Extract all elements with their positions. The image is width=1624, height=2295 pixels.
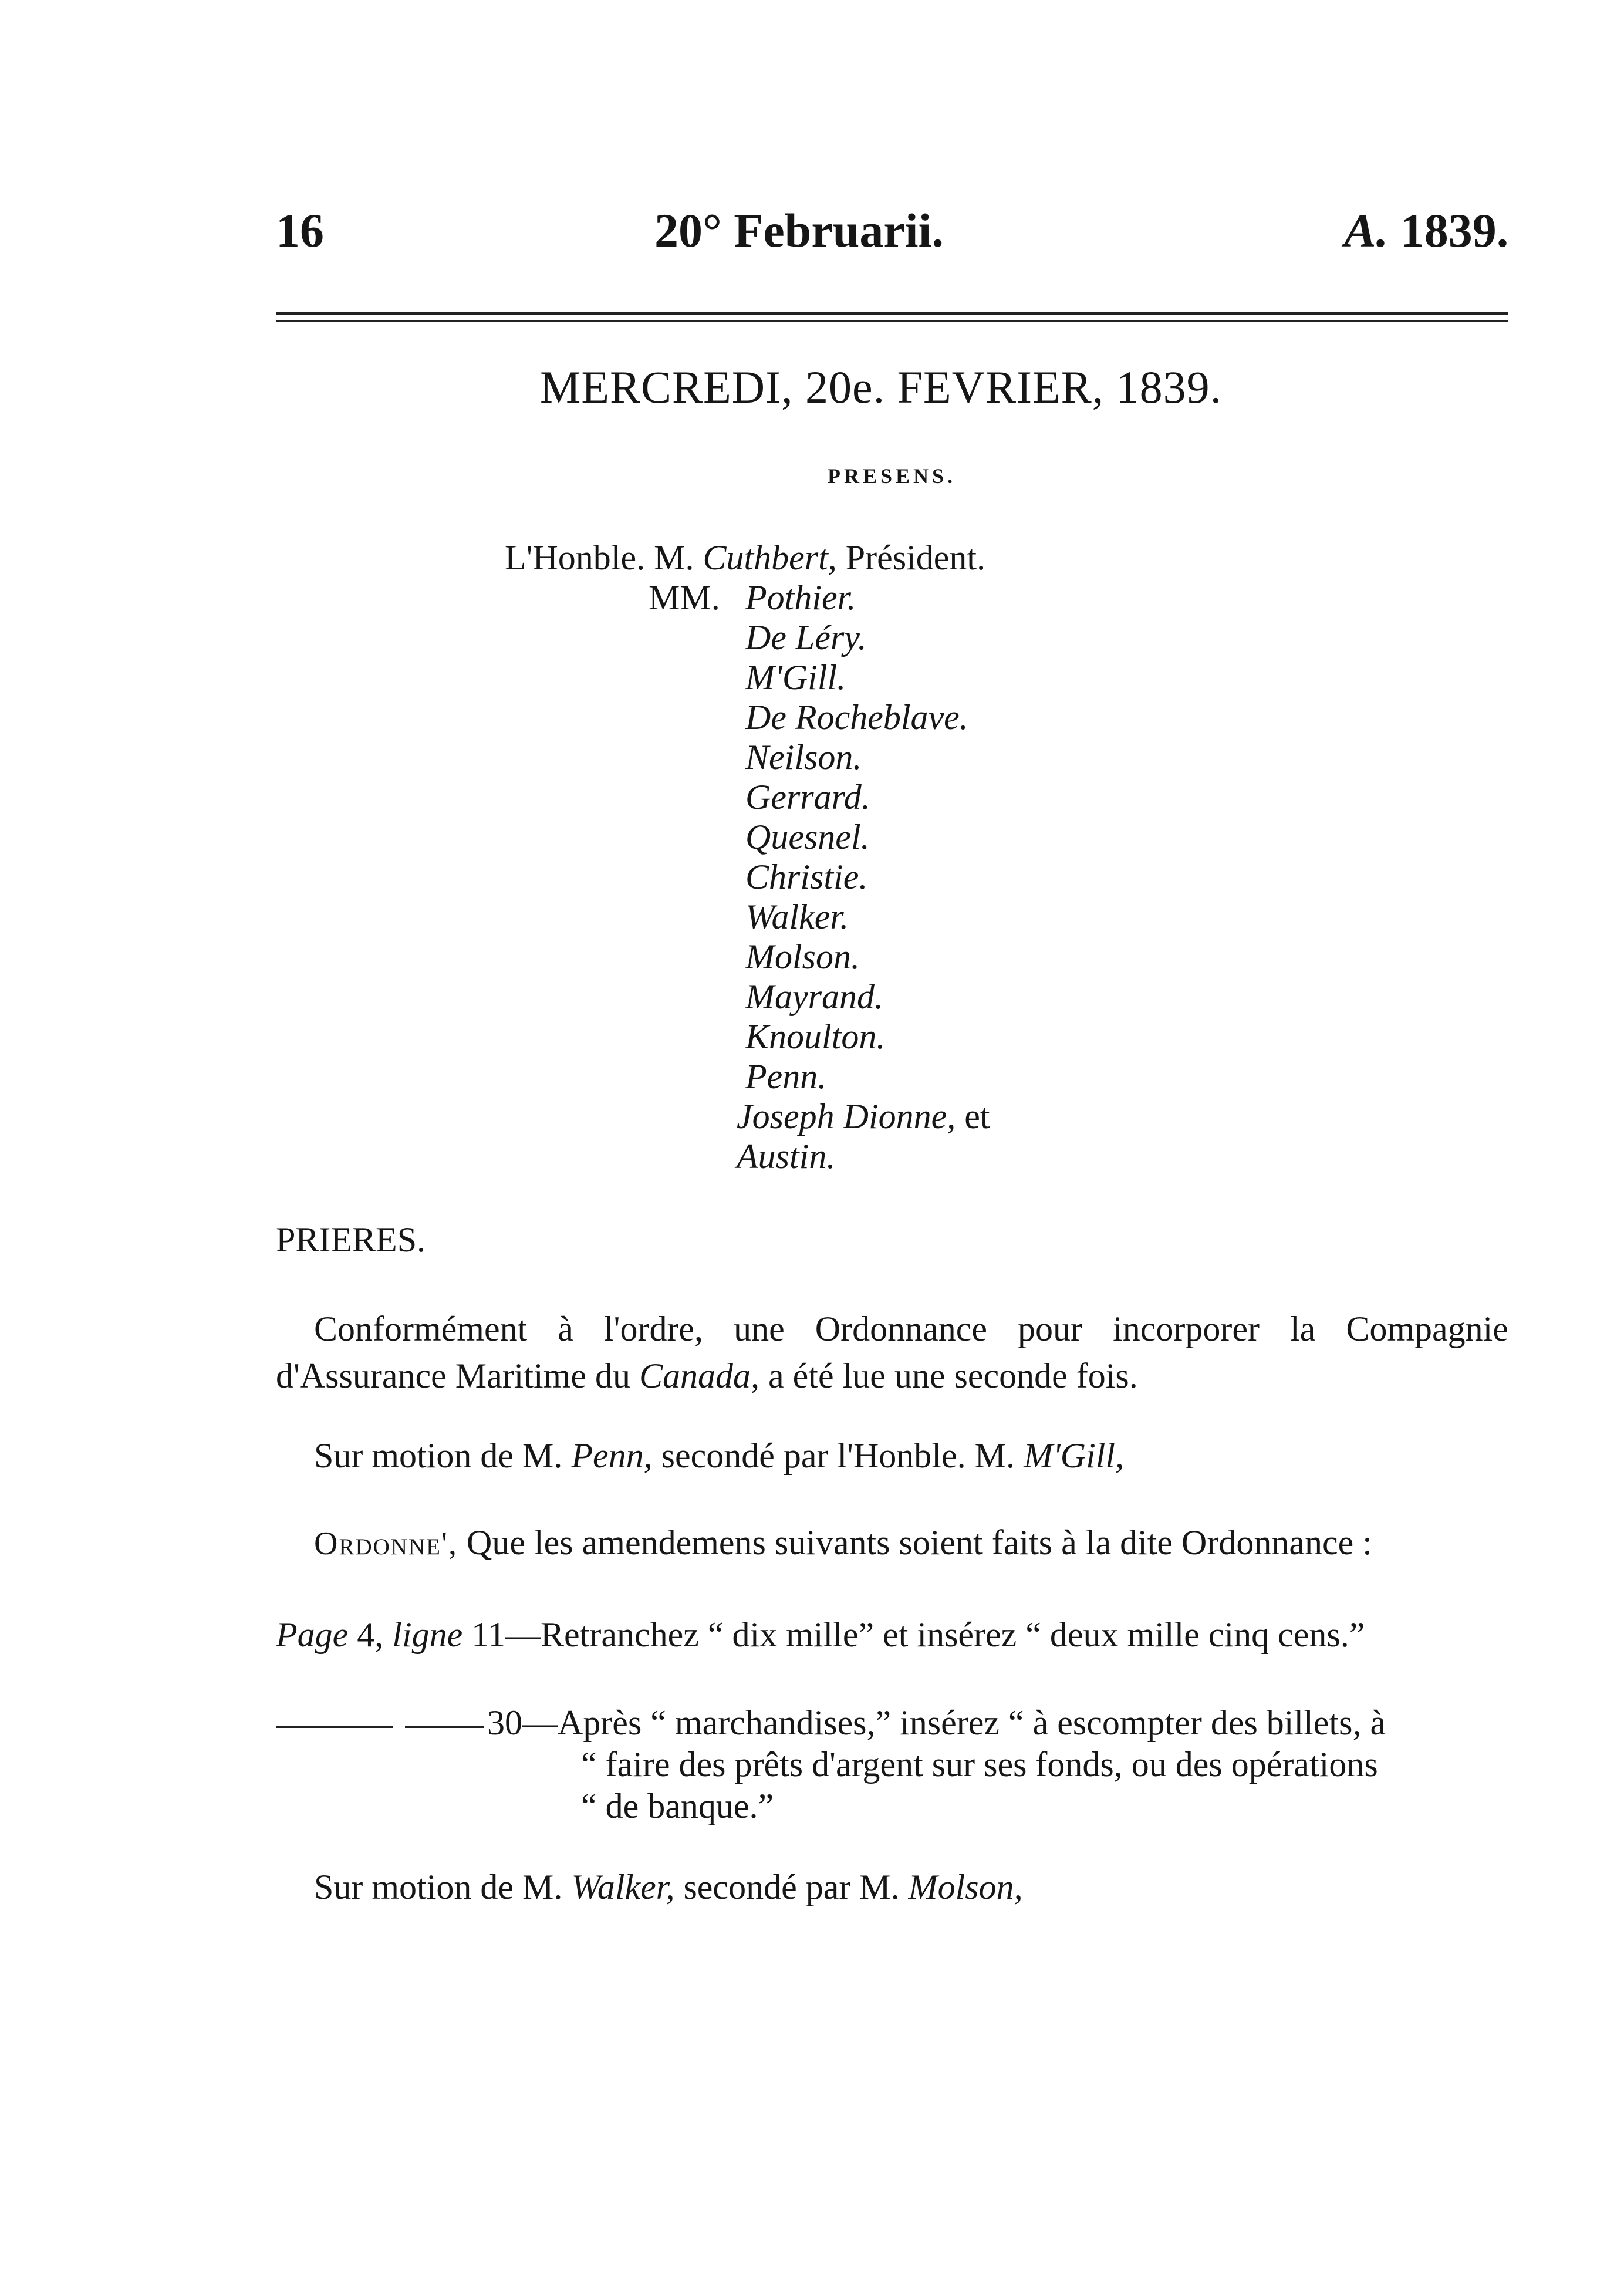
motion-seconder: M'Gill, xyxy=(1023,1436,1125,1475)
member-name: Quesnel. xyxy=(745,818,870,856)
amendment-page-number: 4, xyxy=(348,1615,393,1654)
header-rule-bottom xyxy=(276,320,1508,322)
member-name: Joseph Dionne, xyxy=(737,1097,956,1136)
member-name: Pothier. xyxy=(745,578,856,617)
motion-text: secondé par M. xyxy=(674,1868,909,1906)
amendment-text: 11—Retranchez “ dix mille” et insérez “ deux mille cinq cens.” xyxy=(462,1615,1365,1654)
paragraph-line: Conformément à l'ordre, une Ordonnance pour incorporer la Compagnie xyxy=(314,1310,1508,1348)
page-number: 16 xyxy=(276,204,324,257)
member-name: Penn. xyxy=(745,1057,827,1096)
member-line-et xyxy=(737,1099,990,1134)
member-et: et xyxy=(964,1097,990,1136)
member-name: Neilson. xyxy=(745,738,862,777)
paragraph-line xyxy=(276,1358,1138,1393)
member-name: Austin. xyxy=(737,1137,836,1176)
paragraph-text: a été lue une seconde fois. xyxy=(759,1356,1138,1395)
president-line xyxy=(505,540,985,575)
amendment-line-label: ligne xyxy=(392,1615,463,1654)
header-rule-top xyxy=(276,312,1508,315)
member-name: Gerrard. xyxy=(745,778,870,816)
president-name: Cuthbert, xyxy=(703,538,837,577)
header-year xyxy=(1344,204,1509,257)
paragraph-text: d'Assurance Maritime du xyxy=(276,1356,639,1395)
motion-seconder: Molson, xyxy=(908,1868,1023,1906)
member-name: De Rocheblave. xyxy=(745,698,968,737)
year-value: 1839. xyxy=(1400,204,1509,257)
ordonne-text: Que les amendemens suivants soient faits à la dite Ordonnance : xyxy=(458,1523,1372,1562)
member-name: Molson. xyxy=(745,937,860,976)
motion-text: Sur motion de M. xyxy=(314,1436,572,1475)
member-name: Knoulton. xyxy=(745,1017,886,1056)
amendment-line: “ de banque.” xyxy=(581,1787,774,1825)
member-name: Christie. xyxy=(745,858,868,896)
presens-heading: PRESENS. xyxy=(828,464,957,488)
member-name: De Léry. xyxy=(745,618,867,657)
motion-mover: Penn, xyxy=(571,1436,653,1475)
amendment-line xyxy=(276,1617,1365,1652)
motion-text: secondé par l'Honble. M. xyxy=(652,1436,1024,1475)
session-title: MERCREDI, 20e. FEVRIER, 1839. xyxy=(540,362,1223,413)
ditto-dash xyxy=(405,1726,484,1728)
amendment-line: 30—Après “ marchandises,” insérez “ à escompter des billets, à xyxy=(487,1703,1386,1742)
ditto-dash xyxy=(276,1726,393,1728)
ordonne-line xyxy=(314,1525,1372,1560)
members-prefix: MM. xyxy=(649,578,720,617)
year-prefix: A. xyxy=(1344,204,1389,257)
member-name: M'Gill. xyxy=(745,658,846,697)
president-prefix: L'Honble. M. xyxy=(505,538,694,577)
amendment-page-label: Page xyxy=(276,1615,349,1654)
motion-text: Sur motion de M. xyxy=(314,1868,572,1906)
prieres-heading: PRIERES. xyxy=(276,1220,426,1259)
amendment-line: “ faire des prêts d'argent sur ses fonds, ou des opérations xyxy=(581,1745,1378,1784)
member-name: Mayrand. xyxy=(745,977,883,1016)
ordonne-label: Ordonne', xyxy=(314,1526,458,1562)
paragraph-italic: Canada, xyxy=(639,1356,760,1395)
header-date: 20° Februarii. xyxy=(654,204,944,257)
motion-line xyxy=(314,1438,1124,1473)
president-role: Président. xyxy=(845,538,986,577)
motion-mover: Walker, xyxy=(571,1868,675,1906)
member-name: Walker. xyxy=(745,897,849,936)
motion-line xyxy=(314,1869,1023,1905)
